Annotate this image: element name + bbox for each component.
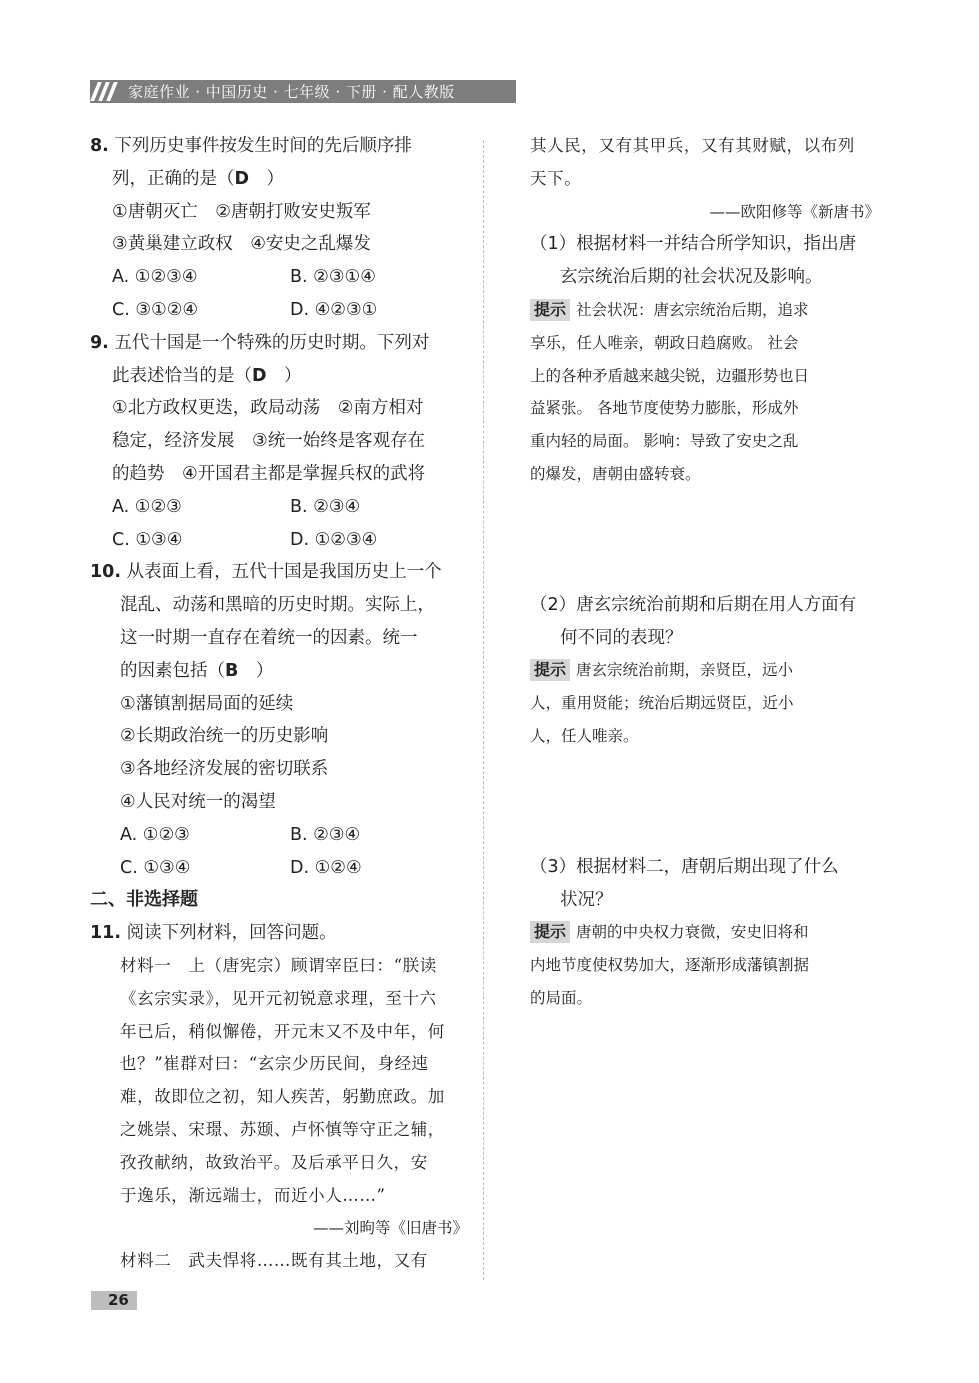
hint-label: 提示 [530, 659, 570, 681]
hint-label: 提示 [530, 921, 570, 943]
hint-3-line: 内地节度使权势加大，逐渐形成藩镇割据 [530, 956, 810, 975]
question-8-stem: 下列历史事件按发生时间的先后顺序排 [114, 136, 412, 156]
part-1-question: （1）根据材料一并结合所学知识，指出唐 [530, 234, 857, 255]
question-9-stem: 五代十国是一个特殊的历史时期。下列对 [114, 332, 430, 353]
question-8-items: ③黄巢建立政权 ④安史之乱爆发 [112, 234, 371, 255]
question-9-stem: ） [284, 365, 302, 386]
question-8-stem: ） [266, 168, 285, 189]
option-c: C. ③①②④ [112, 299, 199, 320]
question-8-answer: D [234, 168, 250, 189]
question-10-items: ①藩镇割据局面的延续 [120, 693, 294, 714]
hint-1 [530, 294, 880, 327]
option-d: D. ①②④ [290, 857, 362, 878]
material-1-line: 难，故即位之初，知人疾苦，躬勤庶政。加 [120, 1087, 445, 1107]
option-a: A. ①②③ [112, 496, 182, 517]
option-b: B. ②③④ [290, 496, 361, 517]
option-d: D. ①②③④ [290, 529, 378, 550]
question-10-line: 混乱、动荡和黑暗的历史时期。实际上， [120, 595, 435, 616]
question-8-number: 8. [90, 136, 109, 156]
question-10-number: 10. [90, 562, 122, 583]
material-1-line [90, 950, 468, 983]
page-number-badge [91, 1291, 137, 1310]
question-9-items: 的趋势 ④开国君主都是掌握兵权的武将 [112, 463, 426, 484]
hint-1-text: 社会状况：唐玄宗统治后期，追求 [576, 300, 809, 319]
option-b: B. ②③④ [290, 824, 361, 845]
question-9-items: ①北方政权更迭，政局动荡 ②南方相对 [112, 398, 424, 419]
question-10-items: ②长期政治统一的历史影响 [120, 726, 329, 747]
material-1-line: 之姚崇、宋璟、苏颋、卢怀慎等守正之辅， [120, 1119, 445, 1139]
hint-1-line: 重内轻的局面。 影响：导致了安史之乱 [530, 432, 799, 451]
part-2-question: （2）唐玄宗统治前期和后期在用人方面有 [530, 594, 857, 615]
option-c: C. ①③④ [112, 529, 183, 550]
material-1-line: 于逸乐，渐远端士，而近小人……” [120, 1185, 386, 1205]
question-10-line: 这一时期一直存在着统一的因素。统一 [120, 627, 418, 648]
left-column [90, 130, 468, 1278]
column-divider [483, 140, 484, 1280]
right-column [530, 130, 880, 1015]
material-1-line: 也？”崔群对曰：“玄宗少历民间，身经迍 [120, 1054, 429, 1074]
material-1-line: 孜孜献纳，故致治平。及后承平日久，安 [120, 1152, 428, 1172]
material-1-label: 材料一 [120, 955, 172, 975]
material-2-text: 武夫悍将……既有其土地，又有 [188, 1251, 428, 1271]
question-11-line [90, 917, 468, 950]
hint-2-line: 人，重用贤能；统治后期远贤臣，近小 [530, 694, 794, 713]
header-title: 家庭作业 · 中国历史 · 七年级 · 下册 · 配人教版 [128, 83, 455, 101]
option-a: A. ①②③ [120, 824, 190, 845]
material-1-text: 上（唐宪宗）顾谓宰臣曰：“朕读 [188, 955, 437, 975]
material-2-line: 天下。 [530, 168, 582, 188]
material-2-label: 材料二 [120, 1251, 172, 1271]
question-10-options [90, 819, 468, 852]
hint-1-line: 的爆发，唐朝由盛转衰。 [530, 464, 701, 483]
part-3-question: 状况？ [560, 889, 613, 910]
option-d: D. ④②③① [290, 299, 378, 320]
question-10-answer: B [225, 660, 239, 681]
question-11-intro: 阅读下列材料，回答问题。 [126, 923, 337, 944]
hint-label: 提示 [530, 299, 570, 321]
material-1-line: 《玄宗实录》，见开元初锐意求理，至十六 [120, 988, 437, 1008]
material-2-line: 其人民，又有其甲兵，又有其财赋，以布列 [530, 136, 855, 155]
question-9-options [90, 524, 468, 557]
page-header [90, 80, 516, 103]
question-9-options [90, 491, 468, 524]
option-c: C. ①③④ [120, 857, 191, 878]
question-10-stem: 从表面上看，五代十国是我国历史上一个 [126, 562, 442, 583]
hint-3-text: 唐朝的中央权力衰微，安史旧将和 [576, 923, 809, 942]
question-10-line [90, 655, 468, 688]
question-10-stem: ） [255, 660, 274, 681]
option-b: B. ②③①④ [290, 267, 376, 288]
question-10-items: ③各地经济发展的密切联系 [120, 759, 329, 780]
material-2-line [90, 1245, 468, 1278]
material-1-source: ——刘昫等《旧唐书》 [312, 1219, 468, 1238]
question-8-options [90, 261, 468, 294]
part-3-question: （3）根据材料二，唐朝后期出现了什么 [530, 856, 839, 877]
hint-1-line: 享乐，任人唯亲，朝政日趋腐败。 社会 [530, 333, 799, 352]
material-2-source: ——欧阳修等《新唐书》 [709, 202, 880, 221]
part-2-question: 何不同的表现？ [560, 627, 683, 648]
header-slash-icon [94, 82, 118, 101]
hint-3 [530, 916, 880, 949]
question-8-line [90, 130, 468, 163]
hint-1-line: 上的各种矛盾越来越尖锐，边疆形势也日 [530, 366, 810, 385]
question-8-options [90, 294, 468, 327]
hint-1-line: 益紧张。 各地节度使势力膨胀，形成外 [530, 399, 799, 418]
question-11-number: 11. [90, 923, 122, 944]
hint-3-line: 的局面。 [530, 988, 593, 1007]
option-a: A. ①②③④ [112, 267, 198, 288]
question-10-stem: 的因素包括（ [120, 660, 225, 681]
question-8-items: ①唐朝灭亡 ②唐朝打败安史叛军 [112, 201, 371, 222]
question-9-line [90, 360, 468, 393]
material-1-line: 年已后，稍似懈倦，开元末又不及中年，何 [120, 1021, 445, 1041]
hint-2-line: 人，任人唯亲。 [530, 726, 639, 745]
question-8-line [90, 163, 468, 196]
question-9-answer: D [252, 365, 267, 386]
page-number: 26 [108, 1291, 129, 1309]
question-9-items: 稳定，经济发展 ③统一始终是客观存在 [112, 431, 426, 452]
question-10-items: ④人民对统一的渴望 [120, 791, 276, 812]
question-9-line [90, 327, 468, 360]
hint-2-text: 唐玄宗统治前期，亲贤臣，远小 [576, 661, 794, 680]
question-10-options [90, 852, 468, 885]
part-1-question: 玄宗统治后期的社会状况及影响。 [560, 267, 823, 288]
hint-2 [530, 654, 880, 687]
question-9-stem: 此表述恰当的是（ [112, 365, 252, 386]
section-title: 二、非选择题 [90, 889, 198, 911]
question-9-number: 9. [90, 332, 109, 353]
question-8-stem: 列，正确的是（ [112, 168, 235, 189]
question-10-line [90, 556, 468, 589]
